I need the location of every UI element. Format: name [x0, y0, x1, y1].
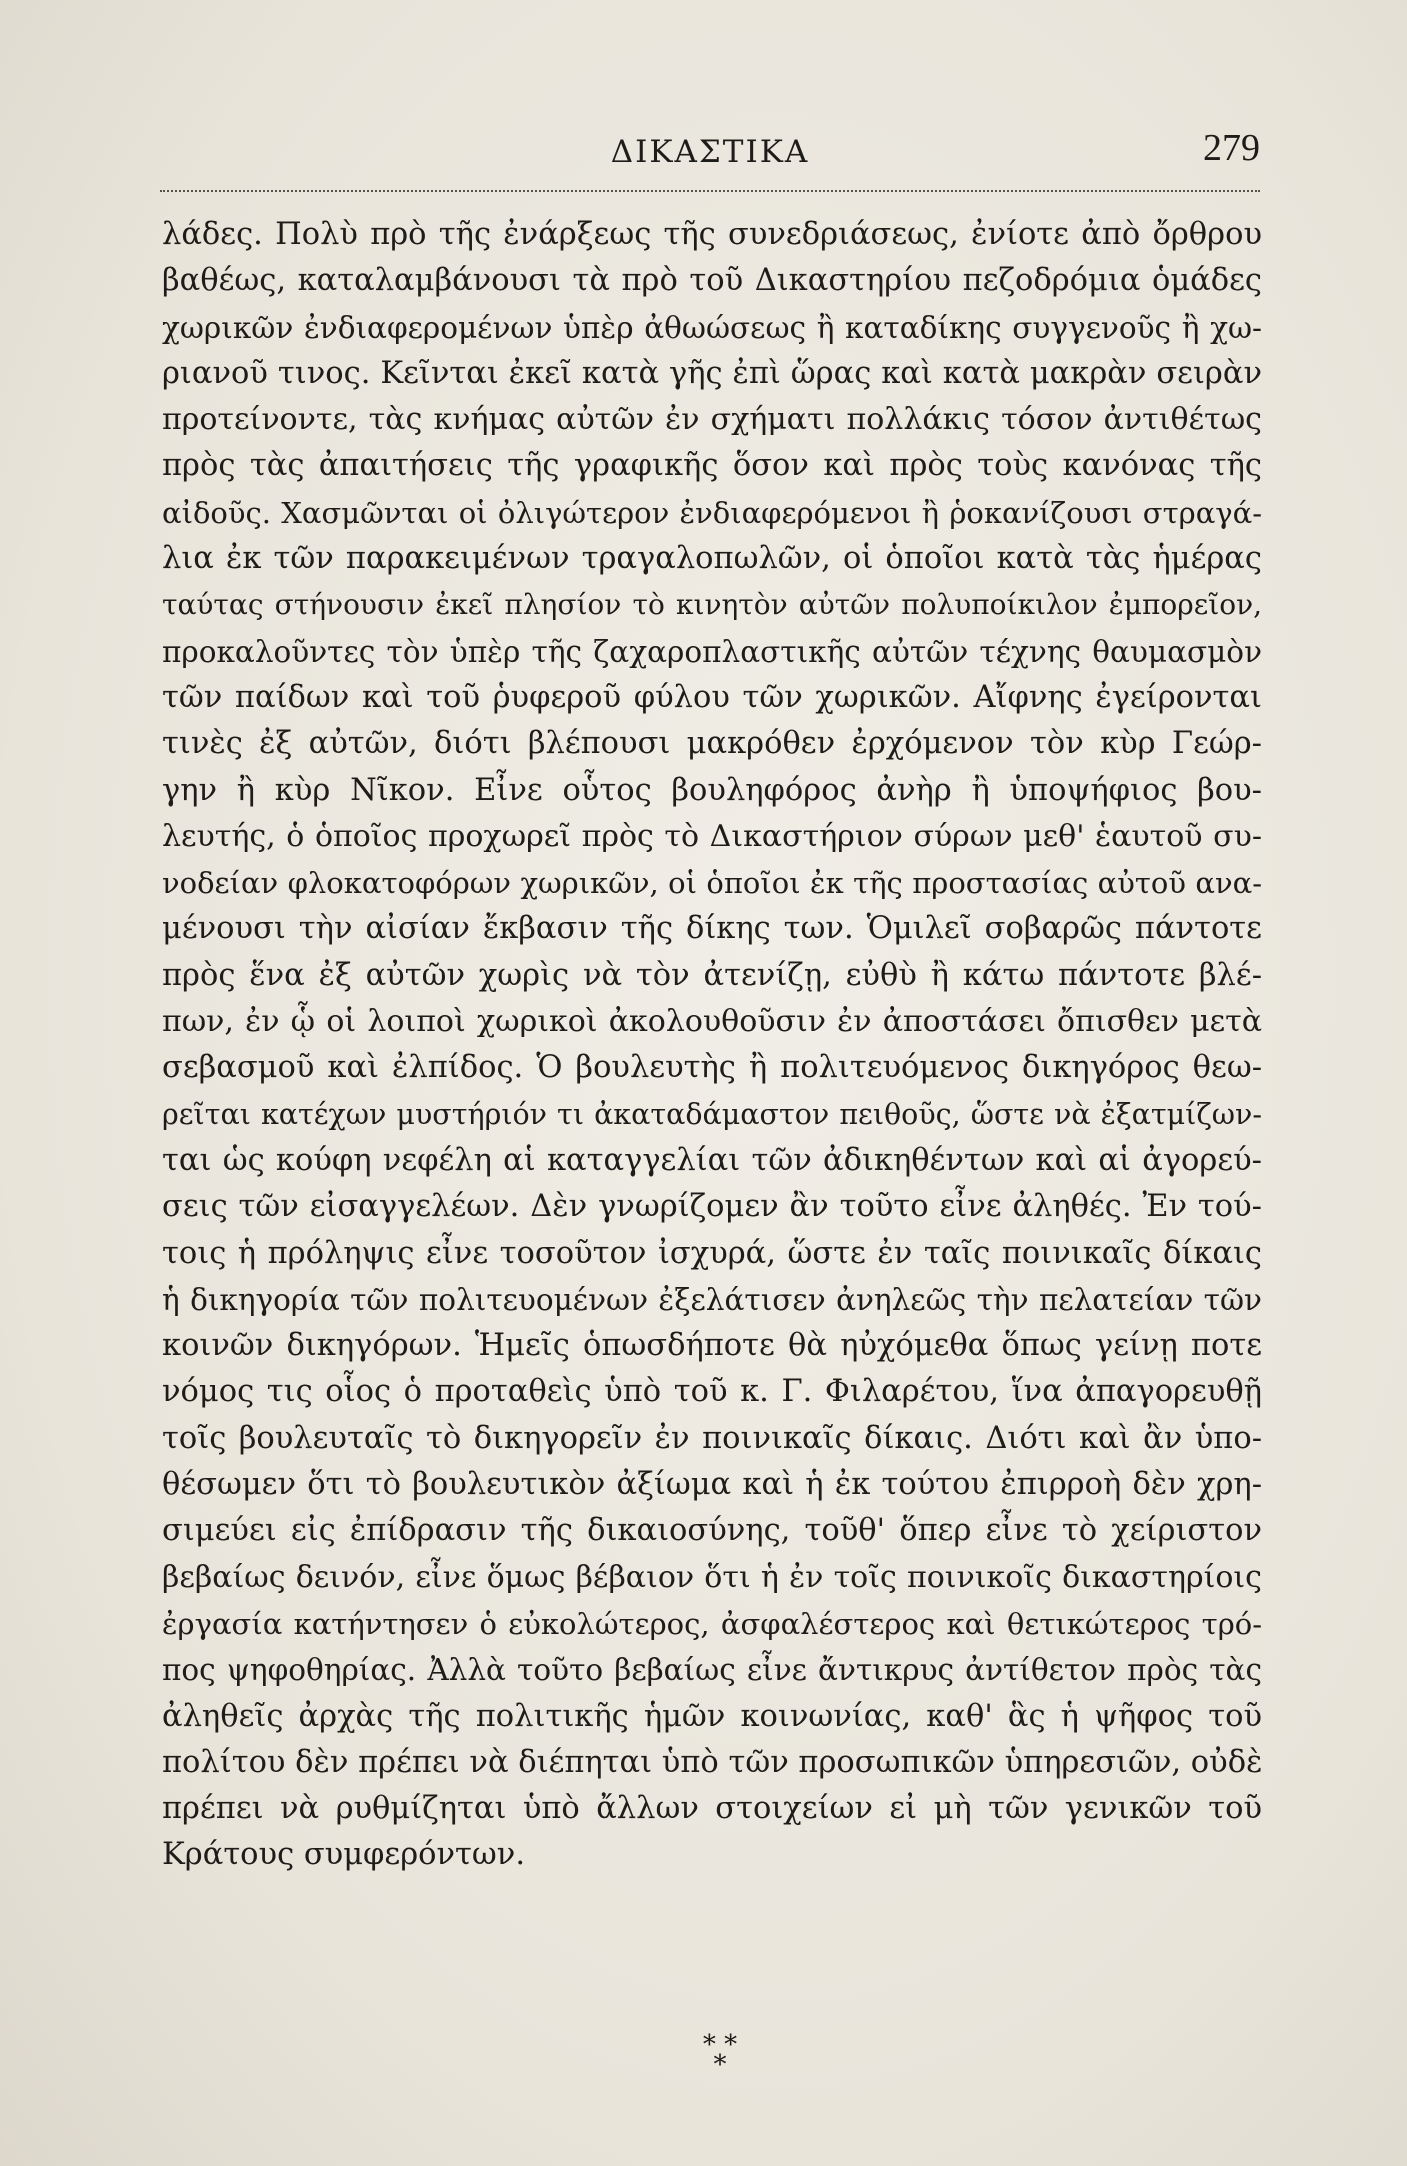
text-line: σεις τῶν εἰσαγγελέων. Δὲν γνωρίζομεν ἂν τοῦτο εἶνε ἀληθές. Ἐν τού- [162, 1189, 1262, 1225]
text-line: τοῖς βουλευταῖς τὸ δικηγορεῖν ἐν ποινικαῖς δίκαις. Διότι καὶ ἂν ὑπο- [162, 1420, 1262, 1456]
text-line: πος ψηφοθηρίας. Ἀλλὰ τοῦτο βεβαίως εἶνε ἄντικρυς ἀντίθετον πρὸς τὰς [162, 1653, 1262, 1688]
text-line: ται ὡς κούφη νεφέλη αἱ καταγγελίαι τῶν ἀδικηθέντων καὶ αἱ ἀγορεύ- [162, 1142, 1262, 1178]
text-line: μένουσι τὴν αἰσίαν ἔκβασιν τῆς δίκης των. Ὁμιλεῖ σοβαρῶς πάντοτε [162, 911, 1262, 947]
text-line: χωρικῶν ἐνδιαφερομένων ὑπὲρ ἀθωώσεως ἢ καταδίκης συγγενοῦς ἢ χω- [162, 310, 1262, 345]
text-line: θέσωμεν ὅτι τὸ βουλευτικὸν ἀξίωμα καὶ ἡ ἐκ τούτου ἐπιρροὴ δὲν χρη- [162, 1467, 1262, 1503]
text-line: προκαλοῦντες τὸν ὑπὲρ τῆς ζαχαροπλαστικῆς αὐτῶν τέχνης θαυμασμὸν [162, 634, 1262, 669]
text-line: ἐργασία κατήντησεν ὁ εὐκολώτερος, ἀσφαλέστερος καὶ θετικώτερος τρό- [162, 1606, 1262, 1641]
section-end-asterisks: * * * [702, 2030, 738, 2080]
text-line: ἡ δικηγορία τῶν πολιτευομένων ἐξελάτισεν ἀνηλεῶς τὴν πελατείαν τῶν [162, 1282, 1262, 1317]
text-line: λάδες. Πολὺ πρὸ τῆς ἐνάρξεως τῆς συνεδριάσεως, ἐνίοτε ἀπὸ ὄρθρου [162, 217, 1262, 252]
page-number: 279 [1203, 127, 1260, 169]
text-line: νοδείαν φλοκατοφόρων χωρικῶν, οἱ ὁποῖοι ἐκ τῆς προστασίας αὐτοῦ ανα- [162, 866, 1262, 901]
text-line: ἀληθεῖς ἀρχὰς τῆς πολιτικῆς ἡμῶν κοινωνίας, καθ' ἃς ἡ ψῆφος τοῦ [162, 1698, 1262, 1734]
running-title: ΔΙΚΑΣΤΙΚΑ [610, 134, 810, 170]
text-line: ριανοῦ τινος. Κεῖνται ἐκεῖ κατὰ γῆς ἐπὶ ὥρας καὶ κατὰ μακρὰν σειρὰν [162, 355, 1262, 391]
text-line: βεβαίως δεινόν, εἶνε ὅμως βέβαιον ὅτι ἡ ἐν τοῖς ποινικοῖς δικαστηρίοις [162, 1559, 1262, 1595]
text-line: νόμος τις οἷος ὁ προταθεὶς ὑπὸ τοῦ κ. Γ. Φιλαρέτου, ἵνα ἀπαγορευθῇ [162, 1374, 1262, 1410]
text-line: ρεῖται κατέχων μυστήριόν τι ἀκαταδάμαστον πειθοῦς, ὥστε νὰ ἐξατμίζων- [162, 1097, 1262, 1131]
text-line: λια ἐκ τῶν παρακειμένων τραγαλοπωλῶν, οἱ ὁποῖοι κατὰ τὰς ἡμέρας [162, 541, 1262, 577]
text-line: τινὲς ἐξ αὐτῶν, διότι βλέπουσι μακρόθεν ἐρχόμενον τὸν κὺρ Γεώρ- [162, 726, 1262, 762]
text-line: πων, ἐν ᾧ οἱ λοιποὶ χωρικοὶ ἀκολουθοῦσιν ἐν ἀποστάσει ὄπισθεν μετὰ [162, 1004, 1262, 1040]
text-line: ταύτας στήνουσιν ἐκεῖ πλησίον τὸ κινητὸν αὐτῶν πολυποίκιλον ἐμπορεῖον, [162, 588, 1262, 622]
text-line: βαθέως, καταλαμβάνουσι τὰ πρὸ τοῦ Δικαστηρίου πεζοδρόμια ὁμάδες [162, 263, 1262, 299]
text-line: σεβασμοῦ καὶ ἐλπίδος. Ὁ βουλευτὴς ἢ πολιτευόμενος δικηγόρος θεω- [162, 1050, 1262, 1086]
text-line: προτείνοντε, τὰς κνήμας αὐτῶν ἐν σχήματι πολλάκις τόσον ἀντιθέτως [162, 402, 1262, 438]
text-line: πρέπει νὰ ρυθμίζηται ὑπὸ ἄλλων στοιχείων εἰ μὴ τῶν γενικῶν τοῦ [162, 1791, 1262, 1827]
body-text [162, 212, 1262, 1879]
text-line: λευτής, ὁ ὁποῖος προχωρεῖ πρὸς τὸ Δικαστήριον σύρων μεθ' ἑαυτοῦ συ- [162, 818, 1262, 854]
text-line: πολίτου δὲν πρέπει νὰ διέπηται ὑπὸ τῶν προσωπικῶν ὑπηρεσιῶν, οὐδὲ [162, 1744, 1263, 1780]
text-line: κοινῶν δικηγόρων. Ἡμεῖς ὁπωσδήποτε θὰ ηὐχόμεθα ὅπως γείνῃ ποτε [162, 1328, 1262, 1364]
text-line: σιμεύει εἰς ἐπίδρασιν τῆς δικαιοσύνης, τοῦθ' ὅπερ εἶνε τὸ χείριστον [162, 1513, 1262, 1549]
text-line: πρὸς τὰς ἀπαιτήσεις τῆς γραφικῆς ὅσον καὶ πρὸς τοὺς κανόνας τῆς [162, 448, 1262, 484]
text-line: Κράτους συμφερόντων. [162, 1837, 526, 1873]
text-line: τῶν παίδων καὶ τοῦ ῥυφεροῦ φύλου τῶν χωρικῶν. Αἴφνης ἐγείρονται [162, 679, 1262, 715]
header-rule [160, 190, 1260, 192]
text-line: πρὸς ἕνα ἐξ αὐτῶν χωρὶς νὰ τὸν ἀτενίζῃ, εὐθὺ ἢ κάτω πάντοτε βλέ- [162, 957, 1262, 993]
text-line: γην ἢ κὺρ Νῖκον. Εἶνε οὗτος βουληφόρος ἀνὴρ ἢ ὑποψήφιος βου- [162, 772, 1262, 808]
text-line: αἰδοῦς. Χασμῶνται οἱ ὀλιγώτερον ἐνδιαφερόμενοι ἢ ῥοκανίζουσι στραγά- [162, 495, 1262, 530]
page-header [160, 126, 1260, 186]
text-line: τοις ἡ πρόληψις εἶνε τοσοῦτον ἰσχυρά, ὥστε ἐν ταῖς ποινικαῖς δίκαις [162, 1235, 1262, 1271]
